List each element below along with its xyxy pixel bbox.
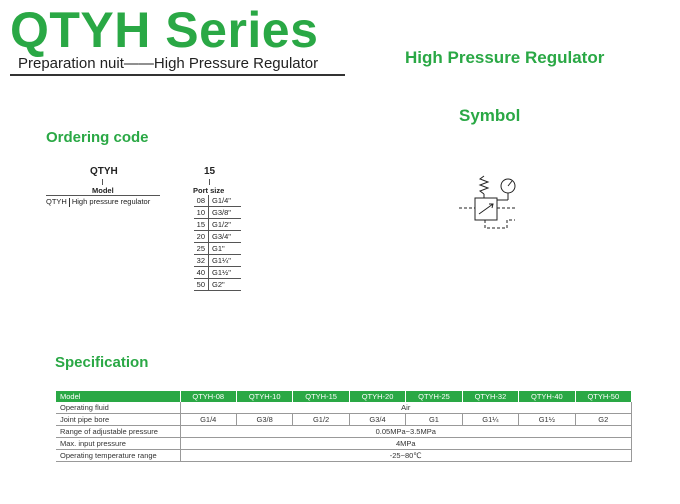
table-row <box>194 267 241 279</box>
specification-table <box>56 391 632 462</box>
table-row <box>194 195 241 207</box>
port-code: 50 <box>194 279 209 291</box>
model-description: High pressure regulator <box>71 197 151 206</box>
port-size: G2" <box>209 279 242 291</box>
port-size: G3/4" <box>209 231 242 243</box>
spec-header-cell: QTYH-20 <box>349 391 405 402</box>
spec-value: G2 <box>575 414 631 426</box>
port-size: G1/2" <box>209 219 242 231</box>
spec-value: G1/4 <box>180 414 236 426</box>
product-name: High Pressure Regulator <box>405 48 605 67</box>
port-code: 15 <box>194 219 209 231</box>
spec-label: Max. input pressure <box>56 438 180 450</box>
port-size: G1½" <box>209 267 242 279</box>
model-rule <box>46 195 160 196</box>
series-title: QTYH Series <box>10 2 319 58</box>
table-row <box>194 279 241 291</box>
spec-header-cell: QTYH-32 <box>462 391 518 402</box>
ordering-code-size: 15 <box>204 166 216 177</box>
port-size: G1" <box>209 243 242 255</box>
spec-header-cell: QTYH-25 <box>406 391 462 402</box>
spec-label: Joint pipe bore <box>56 414 180 426</box>
spec-header-cell: QTYH-15 <box>293 391 349 402</box>
regulator-symbol-icon <box>455 170 525 240</box>
model-label: Model <box>92 186 114 195</box>
spec-label: Range of adjustable pressure <box>56 426 180 438</box>
spec-header-cell: QTYH-50 <box>575 391 631 402</box>
spec-value: G1¼ <box>462 414 518 426</box>
table-row <box>194 219 241 231</box>
spec-value: G3/4 <box>349 414 405 426</box>
table-row <box>194 207 241 219</box>
spec-label: Operating fluid <box>56 402 180 414</box>
port-code: 08 <box>194 195 209 207</box>
symbol-title: Symbol <box>459 106 521 125</box>
spec-header-cell: QTYH-40 <box>519 391 575 402</box>
table-row <box>56 438 632 450</box>
port-code: 25 <box>194 243 209 255</box>
spec-header-cell: QTYH-08 <box>180 391 236 402</box>
subtitle: Preparation nuit——High Pressure Regulator <box>18 55 319 72</box>
spec-value: 4MPa <box>180 438 632 450</box>
spec-value: G1½ <box>519 414 575 426</box>
port-size: G1/4" <box>209 195 242 207</box>
table-row <box>56 414 632 426</box>
port-size-table <box>194 195 241 291</box>
port-code: 32 <box>194 255 209 267</box>
spec-header-cell: Model <box>56 391 180 402</box>
port-size: G1¼" <box>209 255 242 267</box>
subtitle-divider <box>10 74 345 76</box>
model-tick <box>102 179 103 185</box>
model-separator <box>69 198 70 207</box>
port-code: 20 <box>194 231 209 243</box>
port-size: G3/8" <box>209 207 242 219</box>
port-size-tick <box>209 179 210 185</box>
port-code: 10 <box>194 207 209 219</box>
table-row <box>194 231 241 243</box>
spec-label: Operating temperature range <box>56 450 180 462</box>
table-row <box>56 426 632 438</box>
ordering-code-model: QTYH <box>90 166 118 177</box>
spec-value: 0.05MPa~3.5MPa <box>180 426 632 438</box>
spec-header-cell: QTYH-10 <box>236 391 292 402</box>
spec-value: G1 <box>406 414 462 426</box>
spec-value: Air <box>180 402 632 414</box>
table-row <box>194 255 241 267</box>
port-size-label: Port size <box>193 186 225 195</box>
ordering-code-title: Ordering code <box>46 129 149 146</box>
spec-value: -25~80℃ <box>180 450 632 462</box>
model-row <box>46 197 150 207</box>
model-code: QTYH <box>46 197 67 206</box>
table-row <box>56 450 632 462</box>
table-row <box>56 402 632 414</box>
spec-value: G1/2 <box>293 414 349 426</box>
table-row <box>194 243 241 255</box>
specification-title: Specification <box>55 354 149 371</box>
spec-value: G3/8 <box>236 414 292 426</box>
spec-header-row <box>56 391 632 402</box>
port-code: 40 <box>194 267 209 279</box>
